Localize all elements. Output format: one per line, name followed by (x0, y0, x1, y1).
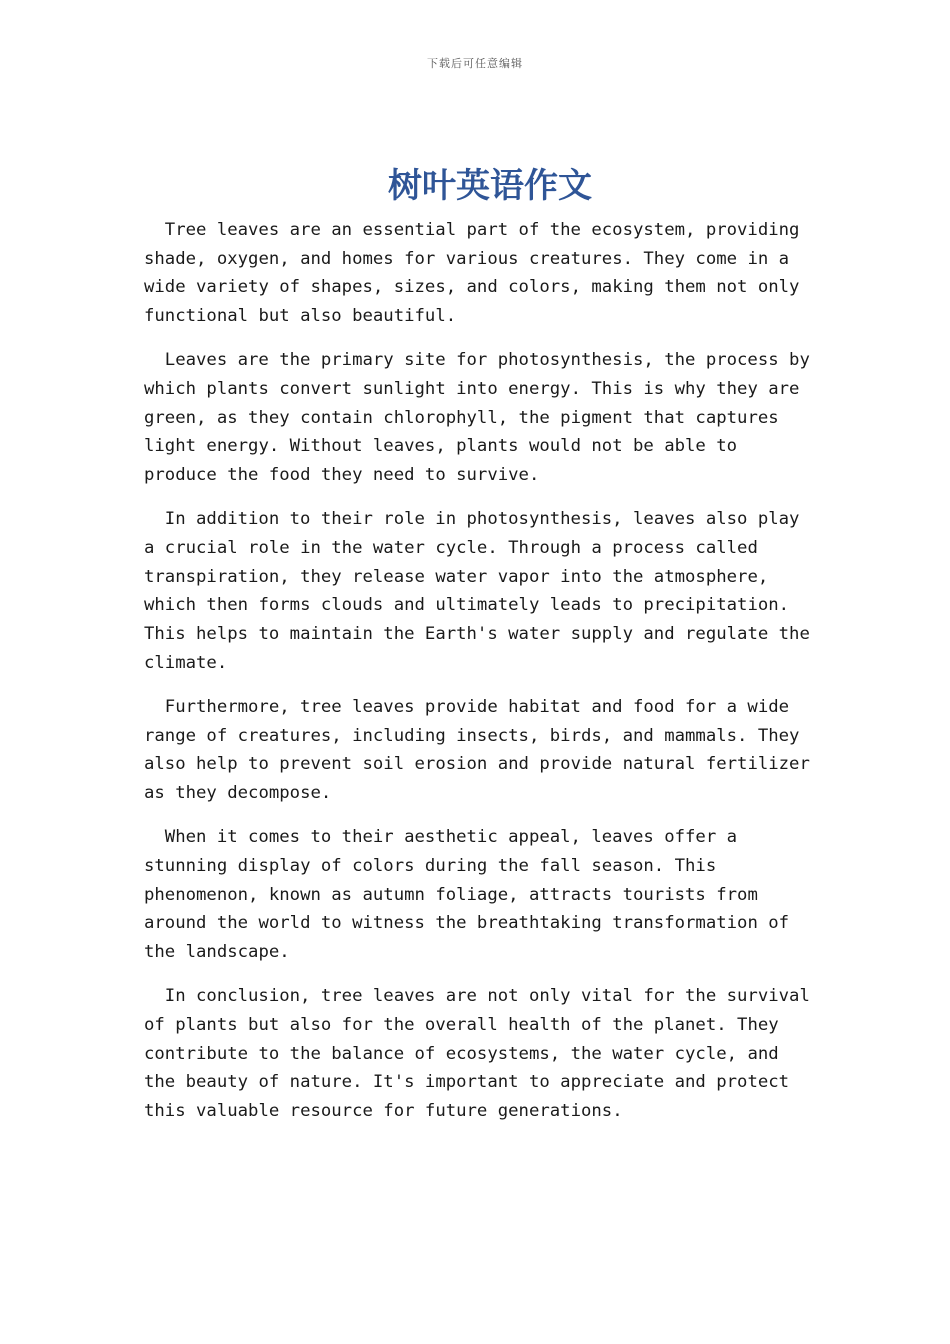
paragraph-1: Tree leaves are an essential part of the ecosystem, providing shade, oxygen, and homes for various creatures. They come in a wide variety of shapes, sizes, and colors, making them not only functional but also beautiful. (144, 220, 800, 327)
document-title: 树叶英语作文 (388, 166, 592, 206)
paragraph-3: In addition to their role in photosynthesis, leaves also play a crucial role in the water cycle. Through a process called transpiration, they release water vapor into the atmosphere, which then forms clouds and ultimately leads to precipitation. This helps to maintain the Earth's water supply and regulate the climate. (144, 509, 810, 673)
header-note: 下载后可任意编辑 (427, 57, 523, 70)
paragraph-6: In conclusion, tree leaves are not only vital for the survival of plants but also for the overall health of the planet. They contribute to the balance of ecosystems, the water cycle, and the beauty of nature. It's important to appreciate and protect this valuable resource for future generations. (144, 986, 810, 1122)
paragraph-5: When it comes to their aesthetic appeal, leaves offer a stunning display of colors during the fall season. This phenomenon, known as autumn foliage, attracts tourists from around the world to witness the breathtaking transformation of the landscape. (144, 827, 790, 963)
paragraph-4: Furthermore, tree leaves provide habitat and food for a wide range of creatures, including insects, birds, and mammals. They also help to prevent soil erosion and provide natural fertilizer as they decompose. (144, 697, 810, 804)
essay-body (144, 216, 816, 1141)
paragraph-2: Leaves are the primary site for photosynthesis, the process by which plants convert sunlight into energy. This is why they are green, as they contain chlorophyll, the pigment that captures light energy. Without leaves, plants would not be able to produce the food they need to survive. (144, 350, 810, 486)
